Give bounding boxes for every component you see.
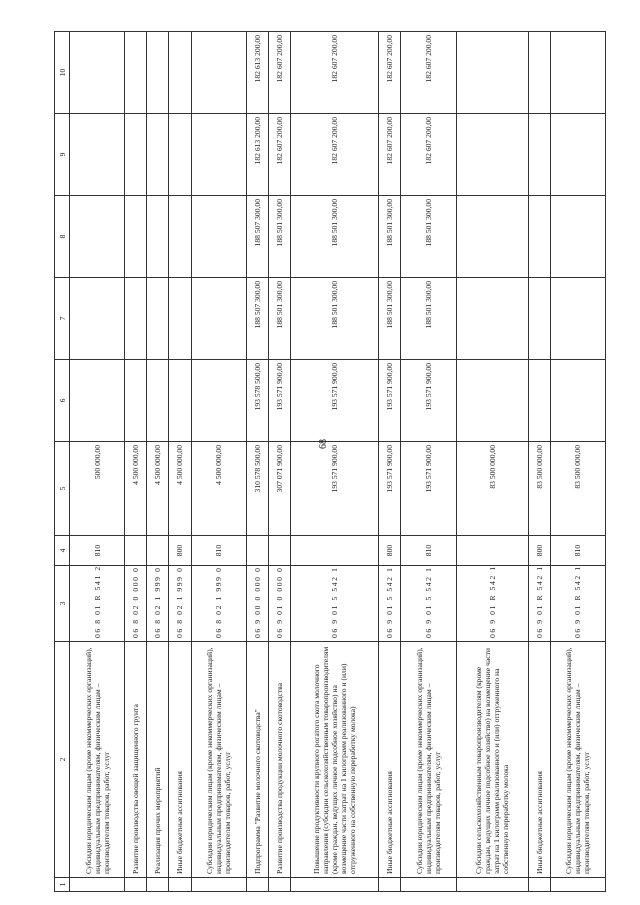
item-name-cell: Развитие производства овощей защищенного грунта <box>125 642 147 878</box>
amount-cell <box>125 360 147 442</box>
amount-cell: 182 607 200,00 <box>268 114 290 196</box>
amount-cell <box>191 32 246 114</box>
table-row <box>70 32 125 892</box>
expense-type-cell: 810 <box>550 536 605 566</box>
amount-cell <box>528 32 550 114</box>
amount-cell: 188 501 300,00 <box>268 196 290 278</box>
amount-cell <box>191 114 246 196</box>
item-name-cell: Иные бюджетные ассигнования <box>169 642 191 878</box>
expense-type-cell <box>290 536 378 566</box>
amount-cell <box>528 114 550 196</box>
header-cell: 4 <box>55 536 70 566</box>
row-number-cell <box>169 878 191 892</box>
item-name-cell: Иные бюджетные ассигнования <box>379 642 401 878</box>
amount-cell <box>456 32 528 114</box>
amount-cell <box>528 360 550 442</box>
target-code-cell: 06 9 01 5 542 1 <box>401 566 456 642</box>
amount-cell <box>550 114 605 196</box>
target-code-cell: 06 9 01 5 542 1 <box>379 566 401 642</box>
amount-cell <box>70 32 125 114</box>
amount-cell <box>70 196 125 278</box>
target-code-cell: 06 9 00 0 000 0 <box>246 566 268 642</box>
amount-cell <box>191 196 246 278</box>
amount-cell <box>456 360 528 442</box>
amount-cell <box>456 114 528 196</box>
target-code-cell: 06 9 01 5 542 1 <box>290 566 378 642</box>
amount-cell: 188 501 300,00 <box>268 278 290 360</box>
amount-cell <box>125 114 147 196</box>
amount-cell <box>169 114 191 196</box>
table-body <box>70 32 606 892</box>
header-cell: 7 <box>55 278 70 360</box>
table-row <box>125 32 147 892</box>
row-number-cell <box>268 878 290 892</box>
item-name-cell: Субсидии юридическим лицам (кроме некоммерческих организаций), индивидуальным предпринимателям, физическим лицам – производителям товаров, работ, услуг <box>550 642 605 878</box>
amount-cell: 83 500 000,00 <box>456 442 528 536</box>
target-code-cell: 06 8 01 R 541 2 <box>70 566 125 642</box>
header-cell: 3 <box>55 566 70 642</box>
expense-type-cell: 810 <box>401 536 456 566</box>
row-number-cell <box>528 878 550 892</box>
amount-cell <box>70 278 125 360</box>
amount-cell <box>147 196 169 278</box>
row-number-cell <box>379 878 401 892</box>
target-code-cell: 06 9 01 R 542 1 <box>528 566 550 642</box>
amount-cell: 188 507 300,00 <box>246 278 268 360</box>
table-row <box>528 32 550 892</box>
amount-cell <box>456 278 528 360</box>
expense-type-cell: 800 <box>528 536 550 566</box>
budget-table-rotated <box>54 32 606 892</box>
item-name-cell: Иные бюджетные ассигнования <box>528 642 550 878</box>
row-number-cell <box>456 878 528 892</box>
amount-cell: 193 571 900,00 <box>379 442 401 536</box>
amount-cell: 193 571 900,00 <box>401 442 456 536</box>
amount-cell: 193 578 500,00 <box>246 360 268 442</box>
amount-cell: 500 000,00 <box>70 442 125 536</box>
amount-cell <box>169 278 191 360</box>
table-row <box>147 32 169 892</box>
amount-cell <box>191 360 246 442</box>
header-cell: 1 <box>55 878 70 892</box>
table-row <box>268 32 290 892</box>
expense-type-cell <box>125 536 147 566</box>
row-number-cell <box>290 878 378 892</box>
expense-type-cell <box>147 536 169 566</box>
row-number-cell <box>191 878 246 892</box>
header-cell: 5 <box>55 442 70 536</box>
target-code-cell: 06 8 02 1 999 0 <box>169 566 191 642</box>
amount-cell: 310 578 500,00 <box>246 442 268 536</box>
amount-cell: 182 607 200,00 <box>379 32 401 114</box>
amount-cell: 188 501 300,00 <box>290 196 378 278</box>
item-name-cell: Подпрограмма "Развитие молочного скотоводства" <box>246 642 268 878</box>
target-code-cell: 06 9 01 0 000 0 <box>268 566 290 642</box>
item-name-cell: Субсидии юридическим лицам (кроме некоммерческих организаций), индивидуальным предпринимателям, физическим лицам – производителям товаров, работ, услуг <box>191 642 246 878</box>
row-number-cell <box>70 878 125 892</box>
amount-cell: 4 500 000,00 <box>147 442 169 536</box>
header-cell: 8 <box>55 196 70 278</box>
item-name-cell: Субсидии юридическим лицам (кроме некоммерческих организаций), индивидуальным предпринимателям, физическим лицам – производителям товаров, работ, услуг <box>401 642 456 878</box>
row-number-cell <box>246 878 268 892</box>
expense-type-cell: 810 <box>70 536 125 566</box>
page-number: 68 <box>318 439 329 449</box>
expense-type-cell: 800 <box>169 536 191 566</box>
amount-cell <box>550 196 605 278</box>
amount-cell <box>550 360 605 442</box>
expense-type-cell: 800 <box>379 536 401 566</box>
amount-cell: 4 500 000,00 <box>125 442 147 536</box>
amount-cell <box>70 114 125 196</box>
target-code-cell: 06 8 02 0 000 0 <box>125 566 147 642</box>
amount-cell: 182 607 200,00 <box>268 32 290 114</box>
amount-cell: 182 607 200,00 <box>290 32 378 114</box>
amount-cell: 188 501 300,00 <box>379 278 401 360</box>
amount-cell: 188 501 300,00 <box>401 278 456 360</box>
amount-cell: 193 571 900,00 <box>290 360 378 442</box>
amount-cell <box>70 360 125 442</box>
expense-type-cell: 810 <box>191 536 246 566</box>
amount-cell: 193 571 900,00 <box>379 360 401 442</box>
header-cell: 6 <box>55 360 70 442</box>
table-row <box>246 32 268 892</box>
amount-cell <box>125 196 147 278</box>
row-number-cell <box>125 878 147 892</box>
row-number-cell <box>147 878 169 892</box>
amount-cell: 188 501 300,00 <box>401 196 456 278</box>
item-name-cell: Развитие производства продукции молочного скотоводства <box>268 642 290 878</box>
expense-type-cell <box>268 536 290 566</box>
target-code-cell: 06 8 02 1 999 0 <box>191 566 246 642</box>
table-row <box>191 32 246 892</box>
amount-cell: 182 607 200,00 <box>401 114 456 196</box>
amount-cell <box>147 278 169 360</box>
header-cell: 2 <box>55 642 70 878</box>
amount-cell: 4 500 000,00 <box>191 442 246 536</box>
amount-cell <box>550 32 605 114</box>
amount-cell: 83 500 000,00 <box>550 442 605 536</box>
table-row <box>290 32 378 892</box>
table-row <box>401 32 456 892</box>
target-code-cell: 06 8 02 1 999 0 <box>147 566 169 642</box>
amount-cell: 188 507 300,00 <box>246 196 268 278</box>
header-cell: 9 <box>55 114 70 196</box>
amount-cell: 188 501 300,00 <box>379 196 401 278</box>
amount-cell <box>169 360 191 442</box>
item-name-cell: Повышение продуктивности крупного рогатого скота молочного направления (субсидии сельскохозяйственным товаропроизводителям (кроме граждан, ведущих личное подсобное хозяйство) на возмещение части затрат на 1 килограмм реализованного и (или) отгруженного на собственную переработку молока) <box>290 642 378 878</box>
row-number-cell <box>550 878 605 892</box>
table-row <box>550 32 605 892</box>
amount-cell: 182 613 200,00 <box>246 32 268 114</box>
amount-cell <box>550 278 605 360</box>
amount-cell <box>169 196 191 278</box>
amount-cell <box>147 360 169 442</box>
expense-type-cell <box>246 536 268 566</box>
amount-cell: 193 571 900,00 <box>401 360 456 442</box>
table-row <box>456 32 528 892</box>
amount-cell: 307 071 900,00 <box>268 442 290 536</box>
item-name-cell: Реализация прочих мероприятий <box>147 642 169 878</box>
amount-cell <box>191 278 246 360</box>
expense-type-cell <box>456 536 528 566</box>
row-number-cell <box>401 878 456 892</box>
item-name-cell: Субсидии сельскохозяйственным товаропроизводителям (кроме граждан, ведущих личное подсобное хозяйство) на возмещение части затрат на 1 килограмм реализованного и (или) отгруженного на собственную переработку молока <box>456 642 528 878</box>
amount-cell <box>528 196 550 278</box>
amount-cell: 182 613 200,00 <box>246 114 268 196</box>
table-row <box>169 32 191 892</box>
header-row <box>55 32 70 892</box>
amount-cell: 193 571 900,00 <box>268 360 290 442</box>
amount-cell: 4 500 000,00 <box>169 442 191 536</box>
amount-cell: 182 607 200,00 <box>290 114 378 196</box>
item-name-cell: Субсидии юридическим лицам (кроме некоммерческих организаций), индивидуальным предпринимателям, физическим лицам – производителям товаров, работ, услуг <box>70 642 125 878</box>
amount-cell: 83 500 000,00 <box>528 442 550 536</box>
amount-cell: 182 607 200,00 <box>401 32 456 114</box>
amount-cell <box>169 32 191 114</box>
target-code-cell: 06 9 01 R 542 1 <box>456 566 528 642</box>
amount-cell <box>147 32 169 114</box>
target-code-cell: 06 9 01 R 542 1 <box>550 566 605 642</box>
amount-cell: 193 571 900,00 <box>290 442 378 536</box>
budget-table <box>54 31 606 892</box>
amount-cell: 182 607 200,00 <box>379 114 401 196</box>
table-row <box>379 32 401 892</box>
amount-cell <box>125 32 147 114</box>
amount-cell <box>528 278 550 360</box>
amount-cell <box>125 278 147 360</box>
header-cell: 10 <box>55 32 70 114</box>
amount-cell: 188 501 300,00 <box>290 278 378 360</box>
amount-cell <box>456 196 528 278</box>
amount-cell <box>147 114 169 196</box>
